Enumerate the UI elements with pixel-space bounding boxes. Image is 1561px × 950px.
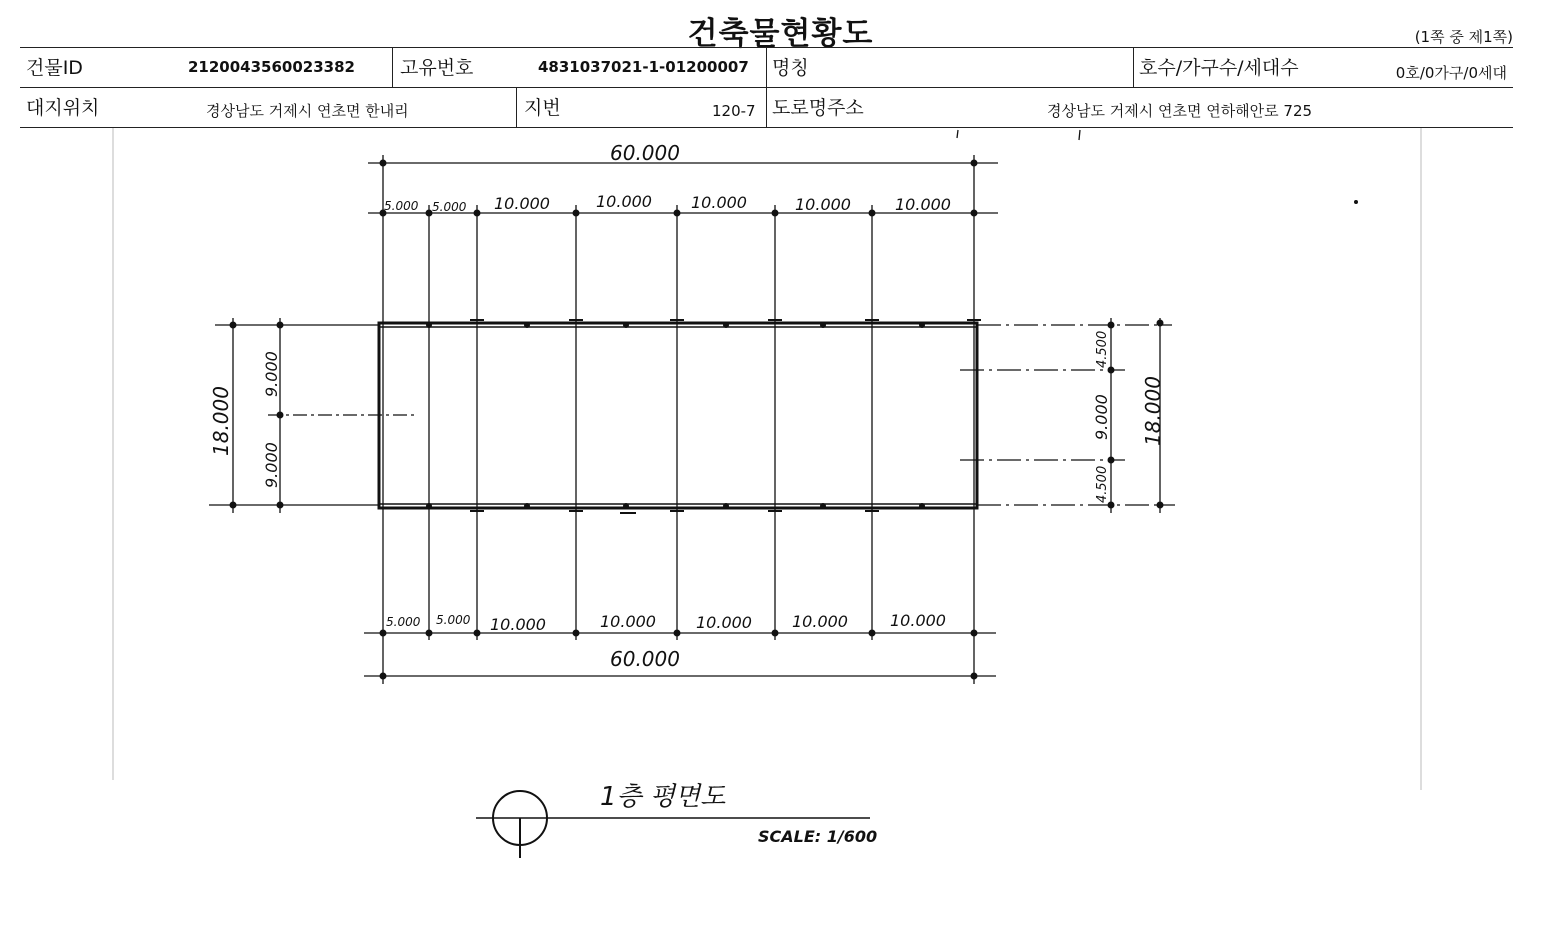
right-segment-label: 4.500 xyxy=(1095,330,1110,368)
right-segment-label: 4.500 xyxy=(1095,465,1110,503)
building-id-value: 2120043560023382 xyxy=(188,58,355,76)
bottom-segment-label: 10.000 xyxy=(600,612,656,631)
left-total-label: 18.000 xyxy=(209,386,233,456)
building-outline xyxy=(379,323,977,508)
header-divider xyxy=(1133,47,1134,87)
header-divider xyxy=(392,47,393,87)
left-segment-label: 9.000 xyxy=(262,351,281,397)
name-label: 명칭 xyxy=(772,57,809,79)
lot-value: 120-7 xyxy=(712,102,756,120)
lot-label: 지번 xyxy=(524,97,561,119)
bottom-total-label: 60.000 xyxy=(610,647,680,671)
top-total-label: 60.000 xyxy=(610,141,680,165)
column-ticks xyxy=(470,320,981,513)
stray-mark xyxy=(957,130,958,138)
dimension-dots xyxy=(230,160,1359,680)
header-divider xyxy=(516,87,517,127)
units-value: 0호/0가구/0세대 xyxy=(1395,64,1507,82)
units-label: 호수/가구수/세대수 xyxy=(1139,57,1299,79)
site-value: 경상남도 거제시 연초면 한내리 xyxy=(206,102,409,120)
right-total-label: 18.000 xyxy=(1141,376,1165,446)
top-segment-label: 10.000 xyxy=(494,194,550,213)
document-title: 건축물현황도 xyxy=(687,16,874,52)
top-segment-label: 5.000 xyxy=(384,199,419,213)
grid-axis-lines xyxy=(383,155,974,684)
scale-label: SCALE: 1/600 xyxy=(758,827,878,846)
site-label: 대지위치 xyxy=(26,97,100,119)
bottom-segment-label: 5.000 xyxy=(386,615,421,629)
bottom-segment-label: 10.000 xyxy=(792,612,848,631)
road-value: 경상남도 거제시 연초면 연하해안로 725 xyxy=(1047,102,1313,120)
road-label: 도로명주소 xyxy=(772,97,864,119)
right-segment-label: 9.000 xyxy=(1092,394,1111,440)
floor-plan-drawing xyxy=(0,128,1561,950)
top-segment-label: 5.000 xyxy=(432,200,467,214)
bottom-segment-label: 10.000 xyxy=(490,615,546,634)
top-segment-label: 10.000 xyxy=(895,195,951,214)
bottom-segment-label: 10.000 xyxy=(890,611,946,630)
top-segment-label: 10.000 xyxy=(691,193,747,212)
floor-title: 1층 평면도 xyxy=(600,782,726,812)
top-segment-label: 10.000 xyxy=(795,195,851,214)
stray-mark xyxy=(1079,130,1080,140)
bottom-segment-label: 5.000 xyxy=(436,613,471,627)
bottom-segment-label: 10.000 xyxy=(696,613,752,632)
page-info: (1쪽 중 제1쪽) xyxy=(1414,28,1513,46)
header-divider xyxy=(766,47,767,127)
unique-no-value: 4831037021-1-01200007 xyxy=(538,58,749,76)
left-segment-label: 9.000 xyxy=(262,442,281,488)
unique-no-label: 고유번호 xyxy=(400,57,474,79)
building-id-label: 건물ID xyxy=(26,57,83,79)
top-segment-label: 10.000 xyxy=(596,192,652,211)
